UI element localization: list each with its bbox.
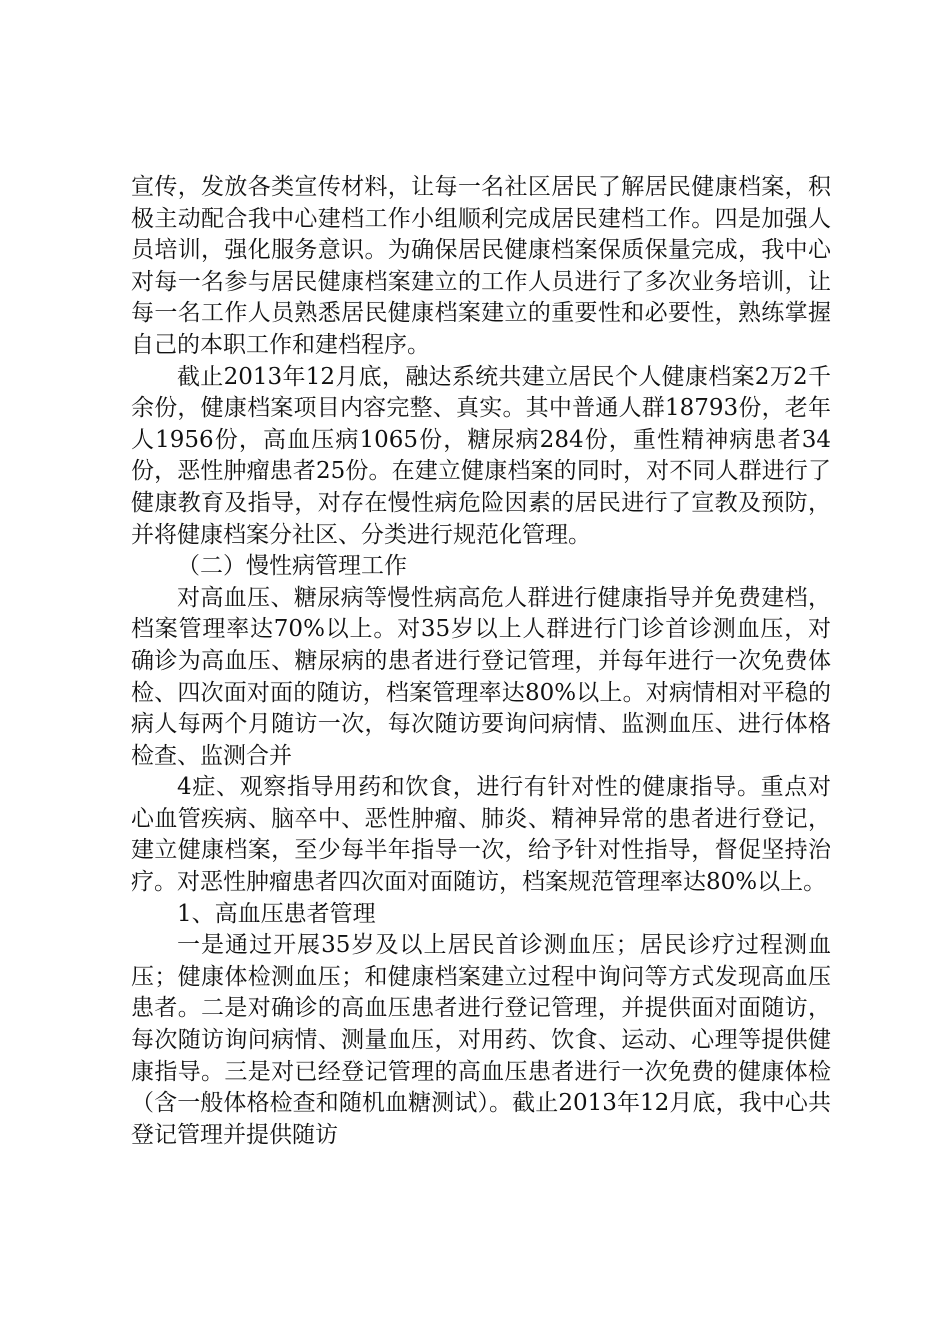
paragraph-publicity-training: 宣传，发放各类宣传材料，让每一名社区居民了解居民健康档案，积极主动配合我中心建档工作小组顺利完成居民建档工作。四是加强人员培训，强化服务意识。为确保居民健康档案保质保量完成，我中心对每一名参与居民健康档案建立的工作人员进行了多次业务培训，让每一名工作人员熟悉居民健康档案建立的重要性和必要性，熟练掌握自己的本职工作和建档程序。: [131, 174, 831, 358]
subsection-heading-hypertension: 1、高血压患者管理: [177, 900, 376, 927]
document-body: [131, 172, 831, 1151]
paragraph-archive-statistics: 截止2013年12月底，融达系统共建立居民个人健康档案2万2千余份，健康档案项目内容完整、真实。其中普通人群18793份，老年人1956份，高血压病1065份，糖尿病284份，重性精神病患者34份，恶性肿瘤患者25份。在建立健康档案的同时，对不同人群进行了健康教育及指导，对存在慢性病危险因素的居民进行了宣教及预防，并将健康档案分社区、分类进行规范化管理。: [131, 363, 831, 548]
paragraph-key-patient-guidance: 4症、观察指导用药和饮食，进行有针对性的健康指导。重点对心血管疾病、脑卒中、恶性肿瘤、肺炎、精神异常的患者进行登记，建立健康档案，至少每半年指导一次，给予针对性指导，督促坚持治疗。对恶性肿瘤患者四次面对面随访，档案规范管理率达80%以上。: [131, 774, 831, 896]
paragraph-hypertension-management: 一是通过开展35岁及以上居民首诊测血压；居民诊疗过程测血压；健康体检测血压；和健康档案建立过程中询问等方式发现高血压患者。二是对确诊的高血压患者进行登记管理，并提供面对面随访，每次随访询问病情、测量血压，对用药、饮食、运动、心理等提供健康指导。三是对已经登记管理的高血压患者进行一次免费的健康体检（含一般体格检查和随机血糖测试）。截止2013年12月底，我中心共登记管理并提供随访: [131, 932, 831, 1148]
paragraph-chronic-disease-management: 对高血压、糖尿病等慢性病高危人群进行健康指导并免费建档，档案管理率达70%以上。对35岁以上人群进行门诊首诊测血压，对确诊为高血压、糖尿病的患者进行登记管理，并每年进行一次免费体检、四次面对面的随访，档案管理率达80%以上。对病情相对平稳的病人每两个月随访一次，每次随访要询问病情、监测血压、进行体格检查、监测合并: [131, 584, 831, 769]
section-heading-chronic-disease: （二）慢性病管理工作: [177, 553, 407, 580]
